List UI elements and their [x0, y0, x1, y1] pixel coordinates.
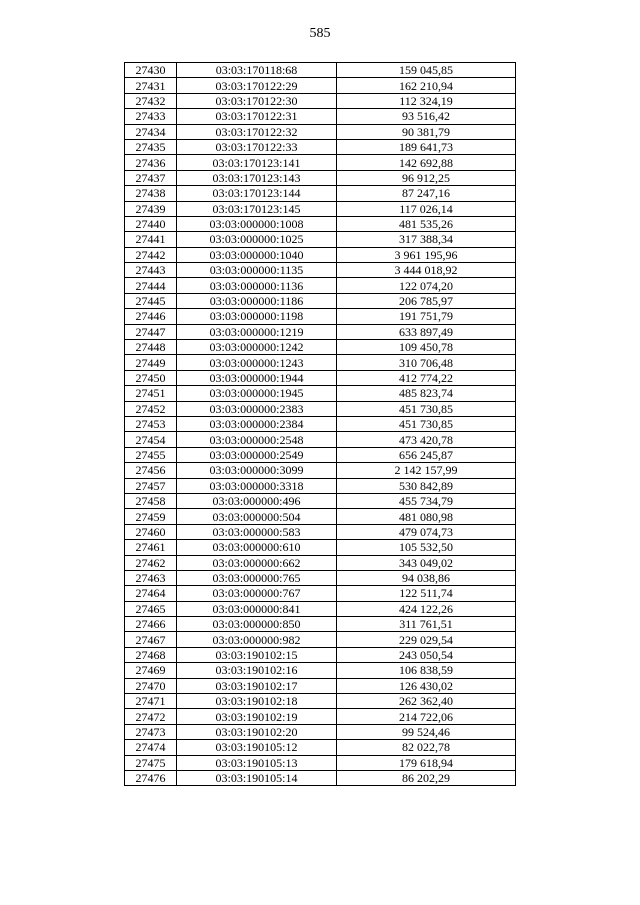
cadastral-number-cell: 03:03:000000:1040 — [177, 247, 337, 262]
row-number-cell: 27460 — [125, 524, 177, 539]
cadastral-number-cell: 03:03:000000:1198 — [177, 309, 337, 324]
value-cell: 162 210,94 — [337, 78, 516, 93]
value-cell: 455 734,79 — [337, 493, 516, 508]
row-number-cell: 27443 — [125, 263, 177, 278]
row-number-cell: 27441 — [125, 232, 177, 247]
row-number-cell: 27474 — [125, 740, 177, 755]
row-number-cell: 27461 — [125, 540, 177, 555]
table-row — [125, 432, 516, 447]
value-cell: 82 022,78 — [337, 740, 516, 755]
value-cell: 317 388,34 — [337, 232, 516, 247]
cadastral-number-cell: 03:03:170123:145 — [177, 201, 337, 216]
table-row — [125, 524, 516, 539]
table-row — [125, 416, 516, 431]
value-cell: 189 641,73 — [337, 139, 516, 154]
table-row — [125, 93, 516, 108]
row-number-cell: 27439 — [125, 201, 177, 216]
value-cell: 479 074,73 — [337, 524, 516, 539]
row-number-cell: 27447 — [125, 324, 177, 339]
value-cell: 122 511,74 — [337, 586, 516, 601]
cadastral-number-cell: 03:03:000000:850 — [177, 617, 337, 632]
cadastral-number-cell: 03:03:190105:14 — [177, 770, 337, 785]
row-number-cell: 27454 — [125, 432, 177, 447]
value-cell: 117 026,14 — [337, 201, 516, 216]
table-row — [125, 694, 516, 709]
row-number-cell: 27456 — [125, 463, 177, 478]
cadastral-number-cell: 03:03:000000:610 — [177, 540, 337, 555]
row-number-cell: 27457 — [125, 478, 177, 493]
row-number-cell: 27430 — [125, 63, 177, 78]
table-row — [125, 632, 516, 647]
value-cell: 3 961 195,96 — [337, 247, 516, 262]
row-number-cell: 27435 — [125, 139, 177, 154]
row-number-cell: 27431 — [125, 78, 177, 93]
cadastral-number-cell: 03:03:000000:3099 — [177, 463, 337, 478]
table-row — [125, 247, 516, 262]
row-number-cell: 27472 — [125, 709, 177, 724]
value-cell: 473 420,78 — [337, 432, 516, 447]
row-number-cell: 27438 — [125, 186, 177, 201]
cadastral-number-cell: 03:03:000000:2549 — [177, 447, 337, 462]
table-row — [125, 139, 516, 154]
value-cell: 229 029,54 — [337, 632, 516, 647]
cadastral-number-cell: 03:03:190102:16 — [177, 663, 337, 678]
cadastral-number-cell: 03:03:000000:3318 — [177, 478, 337, 493]
row-number-cell: 27448 — [125, 340, 177, 355]
table-row — [125, 663, 516, 678]
cadastral-number-cell: 03:03:170122:32 — [177, 124, 337, 139]
row-number-cell: 27463 — [125, 570, 177, 585]
row-number-cell: 27437 — [125, 170, 177, 185]
cadastral-number-cell: 03:03:190102:19 — [177, 709, 337, 724]
value-cell: 412 774,22 — [337, 370, 516, 385]
row-number-cell: 27442 — [125, 247, 177, 262]
cadastral-number-cell: 03:03:190105:13 — [177, 755, 337, 770]
value-cell: 126 430,02 — [337, 678, 516, 693]
value-cell: 112 324,19 — [337, 93, 516, 108]
table-row — [125, 124, 516, 139]
cadastral-number-cell: 03:03:000000:1219 — [177, 324, 337, 339]
cadastral-number-cell: 03:03:000000:1136 — [177, 278, 337, 293]
value-cell: 451 730,85 — [337, 401, 516, 416]
value-cell: 243 050,54 — [337, 647, 516, 662]
table-row — [125, 63, 516, 78]
table-row — [125, 216, 516, 231]
row-number-cell: 27449 — [125, 355, 177, 370]
cadastral-number-cell: 03:03:000000:496 — [177, 493, 337, 508]
table-row — [125, 293, 516, 308]
cadastral-number-cell: 03:03:000000:1243 — [177, 355, 337, 370]
cadastral-number-cell: 03:03:190105:12 — [177, 740, 337, 755]
row-number-cell: 27436 — [125, 155, 177, 170]
value-cell: 481 080,98 — [337, 509, 516, 524]
value-cell: 96 912,25 — [337, 170, 516, 185]
cadastral-number-cell: 03:03:170118:68 — [177, 63, 337, 78]
table-row — [125, 109, 516, 124]
value-cell: 633 897,49 — [337, 324, 516, 339]
table-row — [125, 509, 516, 524]
value-cell: 109 450,78 — [337, 340, 516, 355]
table-row — [125, 278, 516, 293]
cadastral-number-cell: 03:03:000000:982 — [177, 632, 337, 647]
value-cell: 310 706,48 — [337, 355, 516, 370]
cadastral-number-cell: 03:03:000000:583 — [177, 524, 337, 539]
row-number-cell: 27453 — [125, 416, 177, 431]
row-number-cell: 27467 — [125, 632, 177, 647]
cadastral-number-cell: 03:03:170123:141 — [177, 155, 337, 170]
table-row — [125, 586, 516, 601]
page-number: 585 — [309, 26, 331, 41]
cadastral-number-cell: 03:03:170122:31 — [177, 109, 337, 124]
table-row — [125, 463, 516, 478]
cadastral-number-cell: 03:03:190102:17 — [177, 678, 337, 693]
cadastral-number-cell: 03:03:000000:1242 — [177, 340, 337, 355]
value-cell: 90 381,79 — [337, 124, 516, 139]
cadastral-number-cell: 03:03:190102:20 — [177, 724, 337, 739]
cadastral-value-table — [124, 62, 516, 786]
table-row — [125, 540, 516, 555]
value-cell: 214 722,06 — [337, 709, 516, 724]
cadastral-number-cell: 03:03:190102:15 — [177, 647, 337, 662]
value-cell: 159 045,85 — [337, 63, 516, 78]
cadastral-number-cell: 03:03:000000:2548 — [177, 432, 337, 447]
cadastral-number-cell: 03:03:000000:1025 — [177, 232, 337, 247]
table-row — [125, 370, 516, 385]
cadastral-number-cell: 03:03:000000:765 — [177, 570, 337, 585]
row-number-cell: 27471 — [125, 694, 177, 709]
table-row — [125, 309, 516, 324]
row-number-cell: 27464 — [125, 586, 177, 601]
cadastral-number-cell: 03:03:000000:1186 — [177, 293, 337, 308]
table-row — [125, 755, 516, 770]
cadastral-number-cell: 03:03:170123:143 — [177, 170, 337, 185]
value-cell: 481 535,26 — [337, 216, 516, 231]
row-number-cell: 27466 — [125, 617, 177, 632]
row-number-cell: 27475 — [125, 755, 177, 770]
table-row — [125, 263, 516, 278]
table-row — [125, 401, 516, 416]
table-row — [125, 601, 516, 616]
table-row — [125, 493, 516, 508]
table-row — [125, 447, 516, 462]
row-number-cell: 27458 — [125, 493, 177, 508]
table-row — [125, 186, 516, 201]
row-number-cell: 27468 — [125, 647, 177, 662]
table-row — [125, 155, 516, 170]
value-cell: 87 247,16 — [337, 186, 516, 201]
table-row — [125, 386, 516, 401]
row-number-cell: 27455 — [125, 447, 177, 462]
row-number-cell: 27459 — [125, 509, 177, 524]
cadastral-number-cell: 03:03:170122:30 — [177, 93, 337, 108]
cadastral-number-cell: 03:03:000000:1008 — [177, 216, 337, 231]
row-number-cell: 27476 — [125, 770, 177, 785]
value-cell: 206 785,97 — [337, 293, 516, 308]
row-number-cell: 27473 — [125, 724, 177, 739]
cadastral-number-cell: 03:03:170122:33 — [177, 139, 337, 154]
table-row — [125, 340, 516, 355]
cadastral-number-cell: 03:03:000000:1135 — [177, 263, 337, 278]
value-cell: 122 074,20 — [337, 278, 516, 293]
value-cell: 142 692,88 — [337, 155, 516, 170]
cadastral-number-cell: 03:03:000000:1945 — [177, 386, 337, 401]
cadastral-number-cell: 03:03:170122:29 — [177, 78, 337, 93]
table-row — [125, 355, 516, 370]
cadastral-number-cell: 03:03:000000:1944 — [177, 370, 337, 385]
row-number-cell: 27444 — [125, 278, 177, 293]
value-cell: 86 202,29 — [337, 770, 516, 785]
value-cell: 311 761,51 — [337, 617, 516, 632]
table-row — [125, 724, 516, 739]
row-number-cell: 27445 — [125, 293, 177, 308]
cadastral-number-cell: 03:03:170123:144 — [177, 186, 337, 201]
value-cell: 3 444 018,92 — [337, 263, 516, 278]
cadastral-number-cell: 03:03:190102:18 — [177, 694, 337, 709]
row-number-cell: 27450 — [125, 370, 177, 385]
value-cell: 2 142 157,99 — [337, 463, 516, 478]
table-row — [125, 617, 516, 632]
value-cell: 451 730,85 — [337, 416, 516, 431]
table-row — [125, 740, 516, 755]
value-cell: 106 838,59 — [337, 663, 516, 678]
cadastral-number-cell: 03:03:000000:2384 — [177, 416, 337, 431]
row-number-cell: 27446 — [125, 309, 177, 324]
row-number-cell: 27440 — [125, 216, 177, 231]
table-row — [125, 478, 516, 493]
table-row — [125, 324, 516, 339]
row-number-cell: 27469 — [125, 663, 177, 678]
value-cell: 99 524,46 — [337, 724, 516, 739]
table-row — [125, 201, 516, 216]
cadastral-number-cell: 03:03:000000:2383 — [177, 401, 337, 416]
row-number-cell: 27434 — [125, 124, 177, 139]
row-number-cell: 27433 — [125, 109, 177, 124]
value-cell: 179 618,94 — [337, 755, 516, 770]
table-row — [125, 770, 516, 785]
table-row — [125, 709, 516, 724]
cadastral-number-cell: 03:03:000000:767 — [177, 586, 337, 601]
cadastral-number-cell: 03:03:000000:504 — [177, 509, 337, 524]
table-row — [125, 78, 516, 93]
cadastral-number-cell: 03:03:000000:662 — [177, 555, 337, 570]
row-number-cell: 27465 — [125, 601, 177, 616]
value-cell: 105 532,50 — [337, 540, 516, 555]
value-cell: 262 362,40 — [337, 694, 516, 709]
table-row — [125, 678, 516, 693]
value-cell: 530 842,89 — [337, 478, 516, 493]
value-cell: 343 049,02 — [337, 555, 516, 570]
cadastral-number-cell: 03:03:000000:841 — [177, 601, 337, 616]
row-number-cell: 27432 — [125, 93, 177, 108]
row-number-cell: 27470 — [125, 678, 177, 693]
row-number-cell: 27452 — [125, 401, 177, 416]
table-row — [125, 232, 516, 247]
row-number-cell: 27462 — [125, 555, 177, 570]
value-cell: 424 122,26 — [337, 601, 516, 616]
value-cell: 93 516,42 — [337, 109, 516, 124]
table-body — [125, 63, 516, 786]
value-cell: 656 245,87 — [337, 447, 516, 462]
value-cell: 94 038,86 — [337, 570, 516, 585]
table-row — [125, 170, 516, 185]
row-number-cell: 27451 — [125, 386, 177, 401]
table-row — [125, 647, 516, 662]
table-row — [125, 555, 516, 570]
table-row — [125, 570, 516, 585]
value-cell: 191 751,79 — [337, 309, 516, 324]
value-cell: 485 823,74 — [337, 386, 516, 401]
